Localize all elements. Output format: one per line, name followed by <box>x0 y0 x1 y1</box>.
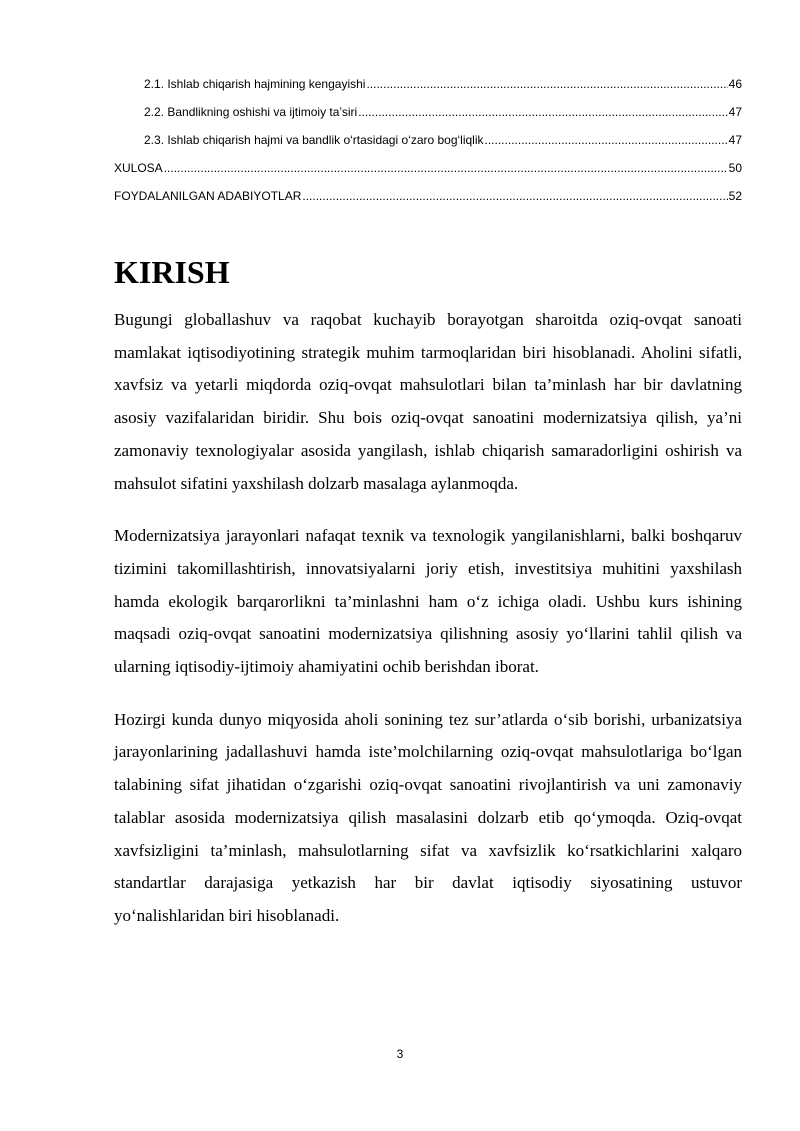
body-text <box>114 304 742 953</box>
paragraph: Modernizatsiya jarayonlari nafaqat texnik va texnologik yangilanishlarni, balki boshqaruv tizimini takomillashtirish, innovatsiyalarni joriy etish, investitsiya muhitini yaxshilash hamda ekologik barqarorlikni ta’minlashni ham o‘z ichiga oladi. Ushbu kurs ishining maqsadi oziq-ovqat sanoatini modernizatsiya qilishning asosiy yo‘llarini tahlil qilish va ularning iqtisodiy-ijtimoiy ahamiyatini ochib berishdan iborat. <box>114 526 742 677</box>
toc-leader-dots <box>358 102 727 122</box>
paragraph: Hozirgi kunda dunyo miqyosida aholi sonining tez sur’atlarda o‘sib borishi, urbanizatsiya jarayonlarining jadallashuvi hamda iste’molchilarning oziq-ovqat mahsulotlariga bo‘lgan talabining sifat jihatidan o‘zgarishi oziq-ovqat sanoatini rivojlantirish va uni zamonaviy talablar asosida modernizatsiya qilish masalasini dolzarb etib qo‘ymoqda. Oziq-ovqat xavfsizligini ta’minlash, mahsulotlarning sifat va xavfsizlik ko‘rsatkichlarini xalqaro standartlar darajasiga yetkazish har bir davlat iqtisodiy siyosatining ustuvor yo‘nalishlaridan biri hisoblanadi. <box>114 709 742 925</box>
toc-entry[interactable] <box>114 186 742 214</box>
toc-entry-page: 46 <box>728 77 742 91</box>
paragraph: Bugungi globallashuv va raqobat kuchayib borayotgan sharoitda oziq-ovqat sanoati mamlakat iqtisodiyotining strategik muhim tarmoqlaridan biri hisoblanadi. Aholini sifatli, xavfsiz va yetarli miqdorda oziq-ovqat mahsulotlari bilan ta’minlash har bir davlatning asosiy vazifalaridan biridir. Shu bois oziq-ovqat sanoatini modernizatsiya qilish, ya’ni zamonaviy texnologiyalar asosida yangilash, ishlab chiqarish samaradorligini oshirish va mahsulot sifatini yaxshilash dolzarb masalaga aylanmoqda. <box>114 310 742 493</box>
page-number: 3 <box>396 1047 404 1061</box>
toc-entry-title: 2.3. Ishlab chiqarish hajmi va bandlik o‘rtasidagi o‘zaro bog‘liqlik <box>144 133 484 147</box>
toc-leader-dots <box>366 74 727 94</box>
toc-entry[interactable] <box>114 102 742 130</box>
toc-entry-page: 50 <box>728 161 742 175</box>
toc-entry-title: 2.1. Ishlab chiqarish hajmining kengayishi <box>144 77 366 91</box>
table-of-contents <box>114 74 742 214</box>
toc-entry-page: 47 <box>728 133 742 147</box>
toc-entry-title: XULOSA <box>114 161 163 175</box>
toc-entry[interactable] <box>114 158 742 186</box>
toc-entry[interactable] <box>114 130 742 158</box>
toc-leader-dots <box>164 158 728 178</box>
toc-leader-dots <box>485 130 728 150</box>
toc-leader-dots <box>302 186 727 206</box>
toc-entry-title: 2.2. Bandlikning oshishi va ijtimoiy ta’siri <box>144 105 358 119</box>
toc-entry-page: 52 <box>728 189 742 203</box>
toc-entry-title: FOYDALANILGAN ADABIYOTLAR <box>114 189 302 203</box>
toc-entry-page: 47 <box>728 105 742 119</box>
toc-entry[interactable] <box>114 74 742 102</box>
section-heading: KIRISH <box>114 254 230 290</box>
